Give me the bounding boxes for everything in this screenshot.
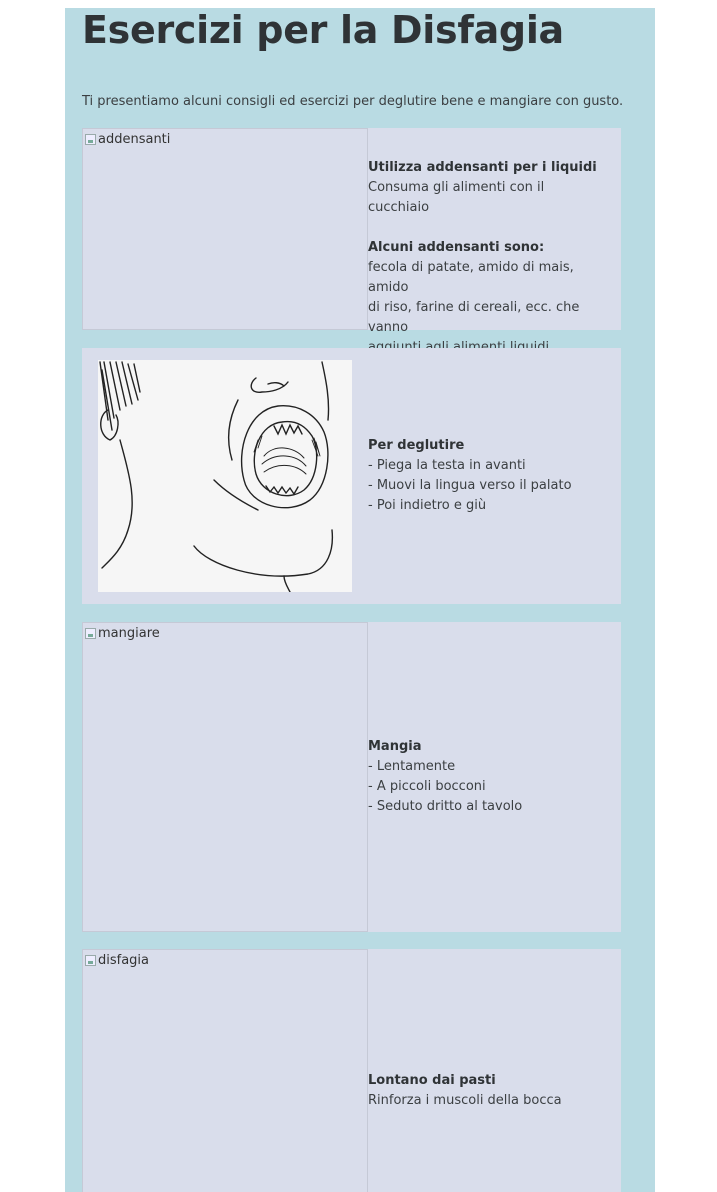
card-mangiare xyxy=(82,622,621,932)
image-addensanti xyxy=(82,128,368,330)
card-line: fecola di patate, amido di mais, amido xyxy=(368,260,574,295)
broken-image-icon xyxy=(85,955,96,966)
card-line: - Lentamente xyxy=(368,759,456,774)
mouth-illustration xyxy=(98,360,352,592)
image-alt-text: mangiare xyxy=(98,626,160,641)
image-mangiare xyxy=(82,622,368,932)
card-line: Rinforza i muscoli della bocca xyxy=(368,1093,562,1108)
image-alt-text: disfagia xyxy=(98,953,150,968)
card-heading: Per deglutire xyxy=(368,438,465,453)
card-text xyxy=(368,436,608,516)
broken-image-icon xyxy=(85,628,96,639)
card-line: - Muovi la lingua verso il palato xyxy=(368,478,572,493)
card-line: - A piccoli bocconi xyxy=(368,779,486,794)
intro-text: Ti presentiamo alcuni consigli ed esercizi per deglutire bene e mangiare con gusto. xyxy=(82,94,624,109)
card-text xyxy=(368,158,608,358)
page-title: Esercizi per la Disfagia xyxy=(82,8,564,52)
card-heading: Mangia xyxy=(368,739,422,754)
card-line: - Seduto dritto al tavolo xyxy=(368,799,523,814)
card-deglutire xyxy=(82,348,621,604)
card-line: Consuma gli alimenti con il cucchiaio xyxy=(368,180,545,215)
card-line: - Poi indietro e giù xyxy=(368,498,487,513)
card-addensanti xyxy=(82,128,621,335)
card-line: di riso, farine di cereali, ecc. che vanno xyxy=(368,300,580,335)
card-disfagia xyxy=(82,949,621,1192)
card-heading: Utilizza addensanti per i liquidi xyxy=(368,160,597,175)
broken-image-icon xyxy=(85,134,96,145)
content-panel xyxy=(65,8,655,1192)
image-alt-text: addensanti xyxy=(98,132,171,147)
card-subheading: Alcuni addensanti sono: xyxy=(368,240,545,255)
card-heading: Lontano dai pasti xyxy=(368,1073,496,1088)
card-text xyxy=(368,737,608,817)
broken-image xyxy=(85,132,170,147)
card-line: - Piega la testa in avanti xyxy=(368,458,526,473)
image-disfagia xyxy=(82,949,368,1192)
broken-image xyxy=(85,626,160,641)
card-text xyxy=(368,1071,608,1111)
broken-image xyxy=(85,953,149,968)
